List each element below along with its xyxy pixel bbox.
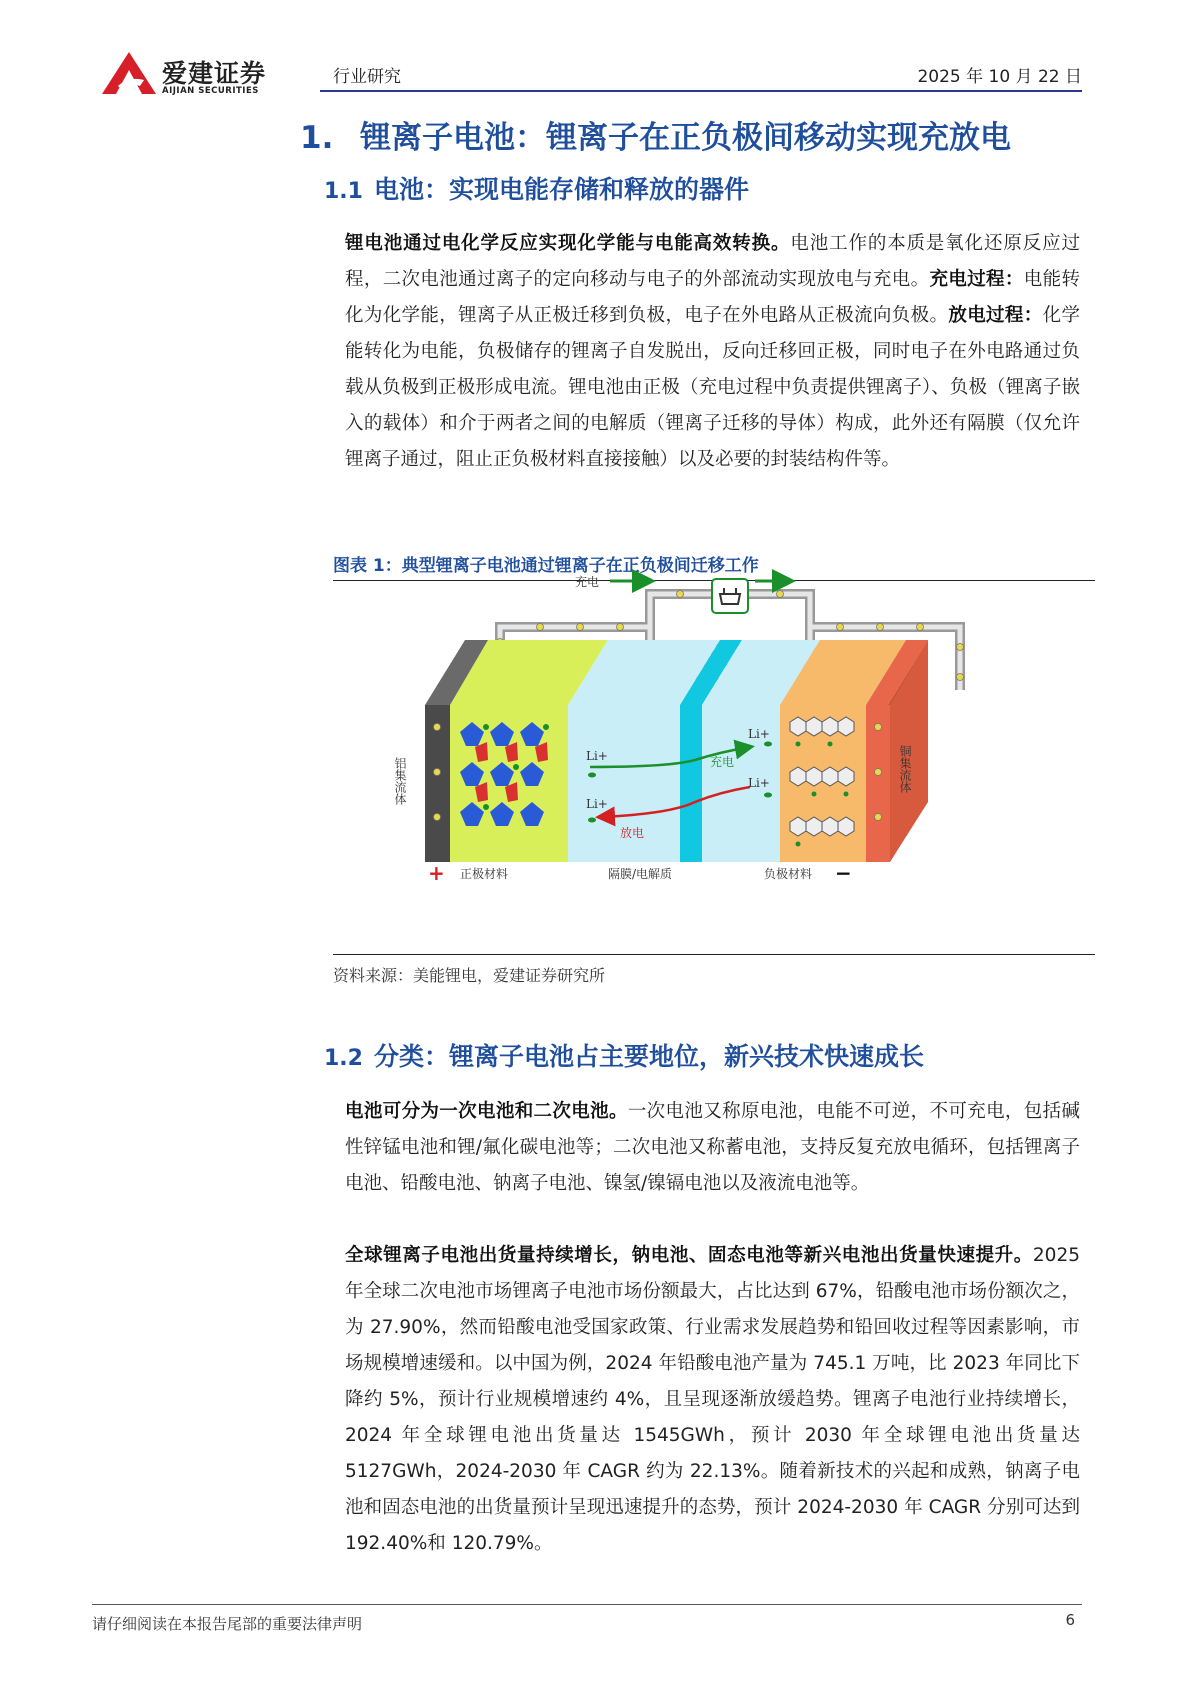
paragraph-battery-principle xyxy=(345,226,1080,478)
subsection-title: 电池：实现电能存储和释放的器件 xyxy=(374,175,750,204)
bold-term-discharge: 放电过程： xyxy=(948,305,1043,326)
body-text: 2025 年全球二次电池市场锂离子电池市场份额最大，占比达到 67%，铅酸电池市场份额次之，为 27.90%，然而铅酸电池受国家政策、行业需求发展趋势和铅回收过程等因素影响，市场规模增速缓和。以中国为例，2024 年铅酸电池产量为 745.1 万吨，比 2023 年同比下降约 5%，预计行业规模增速约 4%，且呈现逐渐放缓趋势。锂离子电池行业持续增长，2024 年全球锂电池出货量达 1545GWh，预计 2030 年全球锂电池出货量达 5127GWh，2024-2030 年 CAGR 约为 22.13%。随着新技术的兴起和成熟，钠离子电池和固态电池的出货量预计呈现迅速提升的态势，预计 2024-2030 年 CAGR 分别可达到 192.40%和 120.79%。 xyxy=(345,1245,1080,1554)
footer-divider xyxy=(92,1604,1082,1605)
bold-lead: 锂电池通过电化学反应实现化学能与电能高效转换。 xyxy=(345,233,791,254)
report-date: 2025 年 10 月 22 日 xyxy=(917,67,1082,87)
subsection-heading-1-1 xyxy=(324,170,749,206)
cathode-label: 正极材料 xyxy=(460,867,509,881)
negative-terminal-icon: − xyxy=(835,861,852,885)
figure-title: 图表 1：典型锂离子电池通过锂离子在正负极间迁移工作 xyxy=(333,556,759,576)
report-category: 行业研究 xyxy=(333,67,401,87)
battery-diagram-svg xyxy=(393,575,1020,952)
paragraph-battery-classification xyxy=(345,1094,1080,1202)
section-title: 锂离子电池：锂离子在正负极间移动实现充放电 xyxy=(360,120,1011,156)
li-ion-label: Li+ xyxy=(586,797,608,811)
subsection-number: 1.2 xyxy=(324,1046,363,1071)
bold-lead: 电池可分为一次电池和二次电池。 xyxy=(345,1101,628,1122)
separator-layer xyxy=(680,705,702,862)
cu-collector-label: 铜集流体 xyxy=(898,745,912,793)
body-text: 电池工作的本质是氧化还原反应过程，二次电池通过离子的定向移动与电子的外部流动实现放电与充电。 xyxy=(345,233,1080,290)
charger-icon xyxy=(712,579,748,613)
al-collector-label: 铝集流体 xyxy=(393,757,407,805)
header-divider xyxy=(320,90,1082,92)
subsection-heading-1-2 xyxy=(324,1037,924,1073)
charge-label-mid: 充电 xyxy=(710,755,735,769)
body-text: 电能转化为化学能，锂离子从正极迁移到负极，电子在外电路从正极流向负极。 xyxy=(345,269,1080,326)
li-ion-label: Li+ xyxy=(748,727,770,741)
subsection-title: 分类：锂离子电池占主要地位，新兴技术快速成长 xyxy=(374,1042,925,1071)
anode-label: 负极材料 xyxy=(764,867,813,881)
bold-lead: 全球锂离子电池出货量持续增长，钠电池、固态电池等新兴电池出货量快速提升。 xyxy=(345,1245,1033,1266)
charge-label-top: 充电 xyxy=(575,575,600,589)
paragraph-shipment-growth xyxy=(345,1238,1080,1562)
logo-text-cn: 爱建证券 xyxy=(162,59,267,88)
body-text: 一次电池又称原电池，电能不可逆，不可充电，包括碱性锌锰电池和锂/氟化碳电池等；二次电池又称蓄电池，支持反复充放电循环，包括锂离子电池、铅酸电池、钠离子电池、镍氢/镍镉电池以及液流电池等。 xyxy=(345,1101,1080,1194)
bold-term-charge: 充电过程： xyxy=(929,269,1024,290)
cathode-crystal-pattern xyxy=(460,722,549,826)
body-text: 化学能转化为电能，负极储存的锂离子自发脱出，反向迁移回正极，同时电子在外电路通过负载从负极到正极形成电流。锂电池由正极（充电过程中负责提供锂离子）、负极（锂离子嵌入的载体）和介于两者之间的电解质（锂离子迁移的导体）构成，此外还有隔膜（仅允许锂离子通过，阻止正负极材料直接接触）以及必要的封装结构件等。 xyxy=(345,305,1080,470)
li-ion-battery-diagram xyxy=(393,575,1020,952)
separator-label: 隔膜/电解质 xyxy=(608,867,673,881)
page-number: 6 xyxy=(1065,1611,1075,1629)
section-number: 1. xyxy=(300,120,334,156)
legal-disclaimer: 请仔细阅读在本报告尾部的重要法律声明 xyxy=(92,1615,363,1633)
figure-source: 资料来源：美能锂电，爱建证券研究所 xyxy=(333,966,606,985)
subsection-number: 1.1 xyxy=(324,179,363,204)
li-ion-label: Li+ xyxy=(748,776,770,790)
section-heading-1 xyxy=(300,112,1011,157)
logo-mark-icon xyxy=(100,50,158,96)
li-ion-label: Li+ xyxy=(586,749,608,763)
company-logo xyxy=(100,50,280,100)
figure-bottom-rule xyxy=(333,954,1095,955)
logo-text-en: AIJIAN SECURITIES xyxy=(162,86,259,96)
positive-terminal-icon: + xyxy=(428,861,445,885)
discharge-label-mid: 放电 xyxy=(620,826,645,840)
